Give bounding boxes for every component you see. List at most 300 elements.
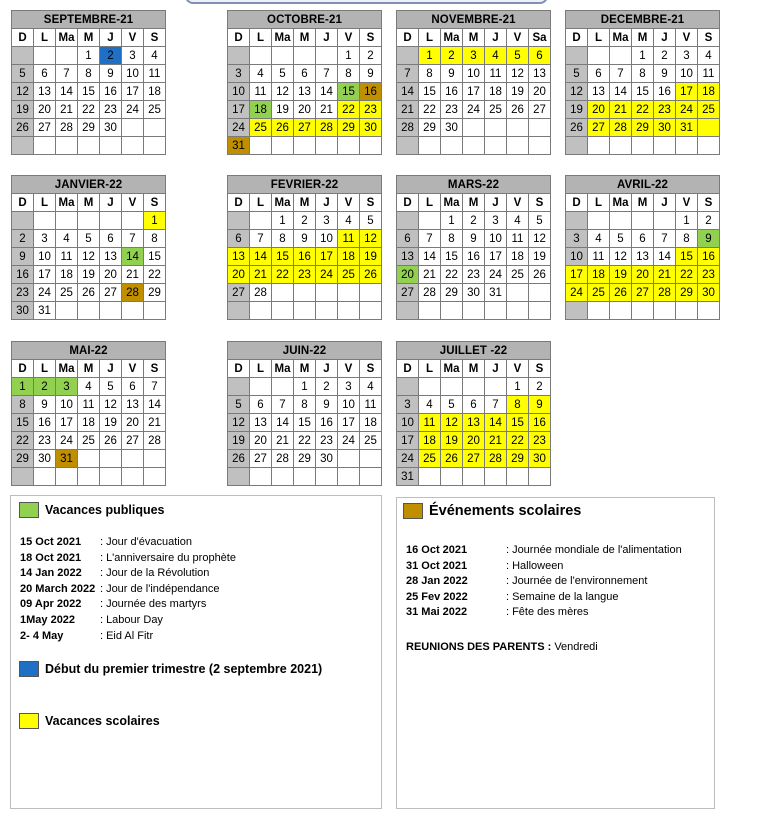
day-cell: 19 [566,101,588,119]
entry-label: Eid Al Fitr [106,629,154,642]
day-cell: 18 [250,101,272,119]
day-cell [485,378,507,396]
day-cell [78,302,100,320]
legend-public-holidays [19,502,165,518]
day-cell [100,302,122,320]
month-title: MAI-22 [12,342,166,360]
day-cell: 26 [272,119,294,137]
weekday-header: J [654,29,676,47]
entry-separator: : [100,536,104,548]
day-cell [272,468,294,486]
day-cell: 17 [56,414,78,432]
day-cell [250,378,272,396]
day-cell: 24 [34,284,56,302]
holiday-list [20,535,236,644]
weekday-header: L [250,29,272,47]
day-cell: 25 [144,101,166,119]
legend-entry [20,582,236,598]
day-cell: 11 [56,248,78,266]
top-frame-decoration [185,0,548,4]
day-cell: 29 [338,119,360,137]
day-cell [122,450,144,468]
day-cell: 24 [397,450,419,468]
weekday-header: D [12,194,34,212]
day-cell: 21 [316,101,338,119]
day-cell [100,212,122,230]
day-cell: 19 [610,266,632,284]
day-cell: 23 [34,432,56,450]
day-cell [250,47,272,65]
day-cell [632,137,654,155]
day-cell [228,302,250,320]
day-cell: 25 [338,266,360,284]
day-cell: 16 [441,83,463,101]
day-cell [228,47,250,65]
weekday-header: S [144,194,166,212]
day-cell [122,468,144,486]
day-cell: 10 [228,83,250,101]
day-cell: 4 [698,47,720,65]
day-cell [529,302,551,320]
day-cell: 27 [100,284,122,302]
day-cell: 9 [100,65,122,83]
day-cell: 1 [78,47,100,65]
day-cell: 8 [144,230,166,248]
entry-separator: : [100,582,104,595]
day-cell: 29 [632,119,654,137]
day-cell: 16 [698,248,720,266]
day-cell [294,137,316,155]
day-cell: 31 [34,302,56,320]
day-cell [507,137,529,155]
day-cell [12,468,34,486]
day-cell: 10 [485,230,507,248]
day-cell [34,47,56,65]
day-cell [12,212,34,230]
day-cell: 18 [360,414,382,432]
day-cell: 7 [610,65,632,83]
day-cell [507,284,529,302]
day-cell: 18 [419,432,441,450]
day-cell: 31 [676,119,698,137]
day-cell: 15 [12,414,34,432]
day-cell: 28 [122,284,144,302]
day-cell: 5 [529,212,551,230]
weekday-header: S [144,360,166,378]
day-cell: 2 [100,47,122,65]
legend-scolaires-title: Vacances scolaires [45,714,160,728]
day-cell [676,302,698,320]
day-cell [144,137,166,155]
day-cell [360,302,382,320]
entry-date: 15 Oct 2021 [20,536,82,548]
day-cell: 28 [272,450,294,468]
legend-trimestre [19,661,322,677]
day-cell [144,450,166,468]
month-calendar [565,10,720,155]
weekday-header: S [698,194,720,212]
day-cell [100,450,122,468]
day-cell [397,137,419,155]
day-cell: 31 [485,284,507,302]
weekday-header: Ma [56,360,78,378]
day-cell [654,212,676,230]
day-cell: 11 [338,230,360,248]
day-cell: 24 [485,266,507,284]
day-cell: 17 [338,414,360,432]
day-cell: 15 [632,83,654,101]
day-cell [463,378,485,396]
day-cell: 9 [294,230,316,248]
day-cell: 6 [632,230,654,248]
entry-separator: : [100,598,104,611]
weekday-header: L [34,360,56,378]
day-cell: 16 [463,248,485,266]
day-cell: 6 [397,230,419,248]
entry-separator: : [100,567,104,580]
day-cell: 21 [654,266,676,284]
day-cell: 12 [272,83,294,101]
day-cell: 20 [34,101,56,119]
day-cell: 25 [250,119,272,137]
entry-label: Journée des martyrs [106,598,207,611]
day-cell: 20 [463,432,485,450]
entry-date: 31 Mai 2022 [406,606,468,619]
day-cell [485,137,507,155]
day-cell: 1 [338,47,360,65]
day-cell: 19 [272,101,294,119]
day-cell: 15 [676,248,698,266]
day-cell: 8 [12,396,34,414]
day-cell [250,302,272,320]
day-cell: 12 [228,414,250,432]
weekday-header: L [419,194,441,212]
day-cell: 19 [100,414,122,432]
day-cell: 9 [654,65,676,83]
day-cell: 28 [144,432,166,450]
day-cell [144,302,166,320]
day-cell: 28 [250,284,272,302]
entry-date: 09 Apr 2022 [20,598,82,611]
day-cell: 1 [441,212,463,230]
day-cell [34,212,56,230]
day-cell: 7 [654,230,676,248]
day-cell: 7 [397,65,419,83]
day-cell [294,302,316,320]
day-cell: 23 [529,432,551,450]
weekday-header: D [397,360,419,378]
day-cell [250,468,272,486]
day-cell: 2 [698,212,720,230]
day-cell: 9 [34,396,56,414]
day-cell [122,302,144,320]
weekday-header: J [100,29,122,47]
day-cell: 24 [463,101,485,119]
day-cell: 4 [56,230,78,248]
entry-date: 1May 2022 [20,613,76,626]
day-cell: 14 [144,396,166,414]
day-cell: 13 [529,65,551,83]
legend-entry [20,535,236,551]
day-cell: 22 [507,432,529,450]
month-calendar [227,10,382,155]
day-cell: 21 [397,101,419,119]
day-cell: 2 [316,378,338,396]
day-cell: 23 [100,101,122,119]
legend-entry [20,613,236,629]
day-cell: 3 [56,378,78,396]
day-cell [419,302,441,320]
day-cell: 9 [12,248,34,266]
day-cell: 11 [78,396,100,414]
day-cell [78,468,100,486]
weekday-header: M [463,360,485,378]
day-cell: 5 [441,396,463,414]
day-cell [441,378,463,396]
weekday-header: M [632,194,654,212]
day-cell: 30 [34,450,56,468]
weekday-header: M [463,29,485,47]
day-cell [610,137,632,155]
day-cell [654,137,676,155]
day-cell: 27 [34,119,56,137]
yellow-swatch-icon [19,713,39,729]
day-cell: 2 [441,47,463,65]
day-cell: 30 [100,119,122,137]
day-cell: 15 [507,414,529,432]
day-cell: 6 [529,47,551,65]
day-cell: 4 [507,212,529,230]
weekday-header: V [507,194,529,212]
day-cell [338,284,360,302]
day-cell: 8 [441,230,463,248]
entry-separator: : [506,575,510,588]
day-cell: 17 [463,83,485,101]
month-calendar [227,341,382,486]
day-cell: 17 [566,266,588,284]
day-cell [360,137,382,155]
day-cell [698,137,720,155]
day-cell: 7 [144,378,166,396]
weekday-header: J [485,360,507,378]
day-cell: 12 [12,83,34,101]
day-cell: 28 [397,119,419,137]
weekday-header: M [294,194,316,212]
legend-public-holidays-box [10,495,382,809]
day-cell [34,137,56,155]
entry-label: Journée mondiale de l'alimentation [512,544,682,556]
day-cell: 14 [56,83,78,101]
day-cell: 2 [360,47,382,65]
day-cell: 20 [294,101,316,119]
day-cell: 31 [228,137,250,155]
day-cell: 26 [441,450,463,468]
weekday-header: J [100,194,122,212]
entry-separator: : [506,590,510,603]
day-cell [441,468,463,486]
day-cell [463,302,485,320]
day-cell: 13 [463,414,485,432]
weekday-header: S [529,360,551,378]
weekday-header: L [250,194,272,212]
day-cell: 22 [144,266,166,284]
day-cell: 22 [294,432,316,450]
day-cell: 5 [566,65,588,83]
day-cell: 13 [250,414,272,432]
weekday-header: Ma [441,29,463,47]
day-cell: 25 [588,284,610,302]
day-cell: 14 [316,83,338,101]
day-cell: 12 [610,248,632,266]
weekday-header: J [485,29,507,47]
day-cell: 29 [144,284,166,302]
day-cell [12,137,34,155]
legend-school-events [403,503,581,519]
day-cell: 4 [250,65,272,83]
month-calendar [11,10,166,155]
weekday-header: M [632,29,654,47]
day-cell [316,284,338,302]
legend-entry [20,597,236,613]
day-cell: 3 [316,212,338,230]
day-cell [78,450,100,468]
day-cell: 3 [463,47,485,65]
day-cell [507,302,529,320]
day-cell: 2 [12,230,34,248]
day-cell: 19 [441,432,463,450]
day-cell [485,119,507,137]
entry-date: 28 Jan 2022 [406,575,468,588]
day-cell: 9 [529,396,551,414]
weekday-header: J [654,194,676,212]
day-cell [529,468,551,486]
day-cell: 17 [316,248,338,266]
day-cell [463,137,485,155]
day-cell: 20 [632,266,654,284]
day-cell: 4 [78,378,100,396]
weekday-header: V [338,29,360,47]
day-cell: 20 [529,83,551,101]
day-cell [676,137,698,155]
legend-entry [406,605,682,621]
day-cell: 3 [485,212,507,230]
weekday-header: Ma [272,194,294,212]
day-cell [56,137,78,155]
day-cell: 12 [100,396,122,414]
weekday-header: Ma [441,360,463,378]
day-cell: 28 [419,284,441,302]
day-cell: 6 [34,65,56,83]
day-cell: 4 [485,47,507,65]
legend-public-title: Vacances publiques [45,503,165,517]
day-cell: 6 [463,396,485,414]
day-cell [294,284,316,302]
day-cell: 28 [56,119,78,137]
day-cell: 19 [78,266,100,284]
month-calendar [565,175,720,320]
day-cell: 10 [56,396,78,414]
weekday-header: D [566,194,588,212]
day-cell [507,468,529,486]
day-cell: 14 [654,248,676,266]
day-cell: 6 [122,378,144,396]
day-cell: 7 [122,230,144,248]
day-cell [441,137,463,155]
day-cell: 21 [250,266,272,284]
day-cell [485,302,507,320]
weekday-header: Ma [610,29,632,47]
day-cell: 27 [250,450,272,468]
day-cell [698,302,720,320]
weekday-header: L [250,360,272,378]
day-cell: 26 [228,450,250,468]
day-cell: 16 [529,414,551,432]
day-cell: 21 [56,101,78,119]
day-cell: 4 [419,396,441,414]
day-cell: 1 [676,212,698,230]
day-cell: 4 [588,230,610,248]
day-cell: 5 [610,230,632,248]
day-cell [419,212,441,230]
weekday-header: J [316,194,338,212]
day-cell [419,468,441,486]
legend-entry [406,543,682,559]
day-cell: 5 [507,47,529,65]
day-cell [632,212,654,230]
day-cell: 7 [485,396,507,414]
day-cell: 17 [485,248,507,266]
entry-separator: : [506,606,510,619]
weekday-header: L [588,194,610,212]
day-cell [272,302,294,320]
day-cell [144,119,166,137]
day-cell: 1 [632,47,654,65]
day-cell: 13 [397,248,419,266]
day-cell: 1 [419,47,441,65]
month-title: SEPTEMBRE-21 [12,11,166,29]
weekday-header: S [144,29,166,47]
day-cell: 2 [654,47,676,65]
day-cell: 13 [34,83,56,101]
weekday-header: Ma [272,29,294,47]
day-cell: 20 [122,414,144,432]
month-calendar [11,341,166,486]
day-cell: 8 [294,396,316,414]
day-cell: 6 [100,230,122,248]
day-cell [419,378,441,396]
legend-trimestre-title: Début du premier trimestre (2 septembre 2021) [45,662,323,676]
month-title: AVRIL-22 [566,176,720,194]
day-cell: 9 [360,65,382,83]
day-cell [610,212,632,230]
day-cell: 2 [34,378,56,396]
weekday-header: J [485,194,507,212]
day-cell: 13 [294,83,316,101]
day-cell [122,119,144,137]
day-cell: 12 [78,248,100,266]
weekday-header: S [529,194,551,212]
day-cell: 19 [12,101,34,119]
day-cell: 3 [566,230,588,248]
day-cell: 11 [419,414,441,432]
day-cell [360,468,382,486]
day-cell: 16 [316,414,338,432]
day-cell: 24 [122,101,144,119]
entry-separator: : [100,629,104,642]
day-cell: 13 [228,248,250,266]
day-cell: 20 [100,266,122,284]
day-cell [122,212,144,230]
